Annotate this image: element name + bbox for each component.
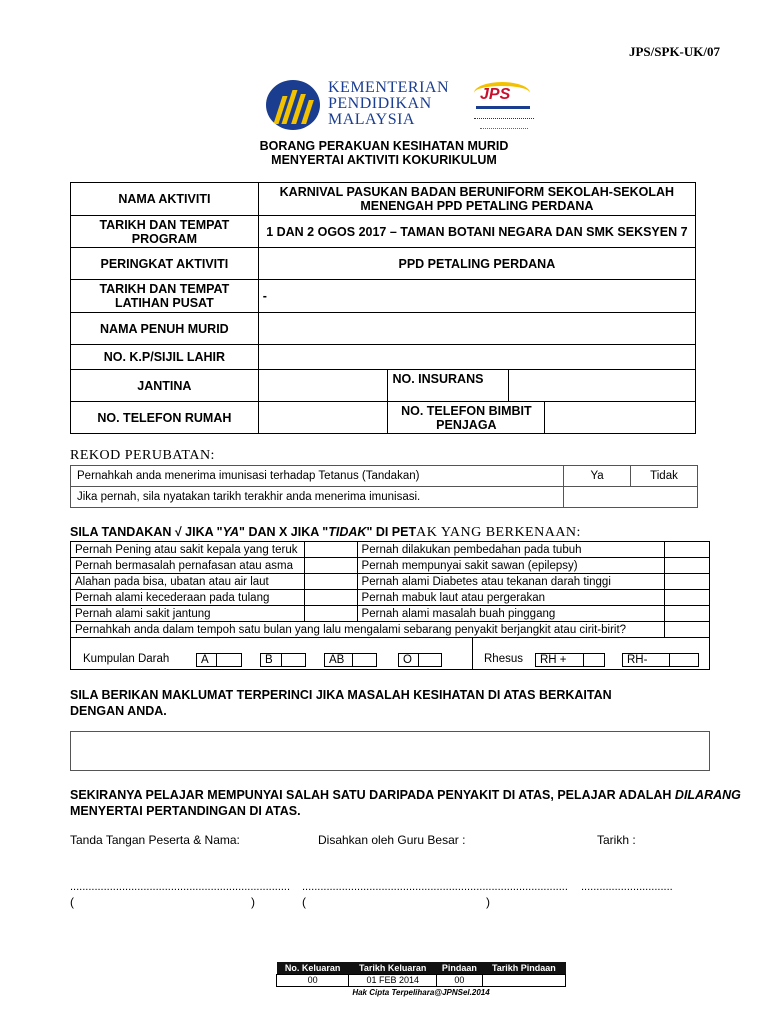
guru-name-open: ( xyxy=(302,895,306,909)
no-kp-field[interactable] xyxy=(258,345,695,370)
disease-item: Pernah mempunyai sakit sawan (epilepsy) xyxy=(357,558,665,574)
instr-part1: SILA TANDAKAN √ JIKA " xyxy=(70,525,223,539)
activity-details-table xyxy=(70,182,696,434)
details-instruction xyxy=(70,687,710,719)
instr-part4: AK YANG BERKENAAN: xyxy=(416,525,581,540)
tarikh-line[interactable]: .............................. xyxy=(581,881,673,893)
disease-checkbox[interactable] xyxy=(304,574,357,590)
tarikh-label: Tarikh : xyxy=(597,833,636,847)
peserta-name-close: ) xyxy=(251,895,255,909)
kpm-line2: PENDIDIKAN xyxy=(328,95,432,112)
infectious-question: Pernahkah anda dalam tempoh satu bulan yang lalu mengalami sebarang penyakit berjangkit atau cirit-birit? xyxy=(71,622,665,638)
peringkat-value: PPD PETALING PERDANA xyxy=(258,248,695,280)
rh-negative-box[interactable]: RH- xyxy=(622,653,699,667)
disease-item: Alahan pada bisa, ubatan atau air laut xyxy=(71,574,305,590)
guru-name-close: ) xyxy=(486,895,490,909)
footer-h1: No. Keluaran xyxy=(277,962,349,974)
blood-group-label: Kumpulan Darah xyxy=(83,653,170,665)
disease-checkbox[interactable] xyxy=(665,542,710,558)
kpm-line3: MALAYSIA xyxy=(328,111,415,128)
form-title-line1: BORANG PERAKUAN KESIHATAN MURID xyxy=(259,139,509,153)
no-insurans-field[interactable] xyxy=(509,370,696,402)
details-instruction-line2: DENGAN ANDA. xyxy=(70,704,167,718)
telefon-rumah-field[interactable] xyxy=(258,402,388,434)
guru-signature-line[interactable]: ....................................................................................... xyxy=(302,881,568,893)
revision-table xyxy=(276,962,566,987)
footer-v2: 01 FEB 2014 xyxy=(349,974,437,986)
disease-checkbox[interactable] xyxy=(304,606,357,622)
kpm-emblem-icon xyxy=(266,80,320,130)
instr-part2: " DAN X JIKA " xyxy=(239,525,329,539)
jps-logo-text: JPS xyxy=(480,86,511,103)
tick-instruction xyxy=(70,525,581,541)
disease-checkbox[interactable] xyxy=(304,590,357,606)
footer-v4 xyxy=(482,974,565,986)
instr-part3: " DI PET xyxy=(366,525,417,539)
footer-v3: 00 xyxy=(437,974,483,986)
tetanus-tidak[interactable]: Tidak xyxy=(631,466,698,487)
peserta-name-open: ( xyxy=(70,895,74,909)
disease-item: Pernah mabuk laut atau pergerakan xyxy=(357,590,665,606)
disease-checkbox[interactable] xyxy=(665,606,710,622)
disease-checkbox[interactable] xyxy=(665,590,710,606)
form-title-line2: MENYERTAI AKTIVITI KOKURIKULUM xyxy=(271,153,497,167)
blood-o-box[interactable]: O xyxy=(398,653,442,667)
form-code: JPS/SPK-UK/07 xyxy=(628,44,720,59)
tarikh-program-label: TARIKH DAN TEMPAT PROGRAM xyxy=(71,216,259,248)
telefon-bimbit-label: NO. TELEFON BIMBIT PENJAGA xyxy=(388,402,545,434)
copyright: Hak Cipta Terpelihara@JPNSel.2014 xyxy=(352,988,490,997)
no-kp-label: NO. K.P/SIJIL LAHIR xyxy=(71,345,259,370)
blood-b-box[interactable]: B xyxy=(260,653,306,667)
jantina-label: JANTINA xyxy=(71,370,259,402)
kpm-logo xyxy=(266,78,466,132)
disease-item: Pernah alami sakit jantung xyxy=(71,606,305,622)
rh-positive-checkbox[interactable] xyxy=(583,653,605,667)
immunisation-table xyxy=(70,465,698,508)
health-details-textarea[interactable] xyxy=(70,731,710,771)
nama-penuh-field[interactable] xyxy=(258,313,695,345)
peringkat-label: PERINGKAT AKTIVITI xyxy=(71,248,259,280)
prohibition-dilarang: DILARANG xyxy=(674,788,741,802)
disease-item: Pernah dilakukan pembedahan pada tubuh xyxy=(357,542,665,558)
prohibition-line2: MENYERTAI PERTANDINGAN DI ATAS. xyxy=(70,804,301,818)
disease-checkbox[interactable] xyxy=(304,542,357,558)
disease-checkbox[interactable] xyxy=(665,574,710,590)
tetanus-date-field[interactable] xyxy=(564,487,698,508)
rekod-perubatan-heading: REKOD PERUBATAN: xyxy=(70,448,215,463)
kpm-line1: KEMENTERIAN xyxy=(328,79,450,96)
tarikh-latihan-label: TARIKH DAN TEMPAT LATIHAN PUSAT xyxy=(71,280,259,313)
blood-group-row xyxy=(70,637,710,670)
no-insurans-label: NO. INSURANS xyxy=(388,370,509,402)
disease-item: Pernah Pening atau sakit kepala yang teruk xyxy=(71,542,305,558)
footer-h4: Tarikh Pindaan xyxy=(482,962,565,974)
tetanus-date-question: Jika pernah, sila nyatakan tarikh terakhir anda menerima imunisasi. xyxy=(71,487,564,508)
disease-item: Pernah alami masalah buah pinggang xyxy=(357,606,665,622)
tarikh-latihan-value[interactable]: - xyxy=(258,280,695,313)
rh-positive-box[interactable]: RH + xyxy=(535,653,605,667)
blood-ab-checkbox[interactable] xyxy=(352,653,377,667)
peserta-signature-label: Tanda Tangan Peserta & Nama: xyxy=(70,833,240,847)
blood-ab-box[interactable]: AB xyxy=(324,653,377,667)
nama-aktiviti-value: KARNIVAL PASUKAN BADAN BERUNIFORM SEKOLAH-SEKOLAH MENENGAH PPD PETALING PERDANA xyxy=(258,183,695,216)
disease-checkbox[interactable] xyxy=(304,558,357,574)
blood-a-box[interactable]: A xyxy=(196,653,242,667)
tetanus-question: Pernahkah anda menerima imunisasi terhadap Tetanus (Tandakan) xyxy=(71,466,564,487)
rh-negative-checkbox[interactable] xyxy=(669,653,699,667)
disease-checkbox[interactable] xyxy=(665,558,710,574)
tetanus-ya[interactable]: Ya xyxy=(564,466,631,487)
instr-ya: YA xyxy=(222,525,240,539)
footer-h2: Tarikh Keluaran xyxy=(349,962,437,974)
telefon-bimbit-field[interactable] xyxy=(545,402,696,434)
details-instruction-line1: SILA BERIKAN MAKLUMAT TERPERINCI JIKA MASALAH KESIHATAN DI ATAS BERKAITAN xyxy=(70,688,612,702)
footer-h3: Pindaan xyxy=(437,962,483,974)
nama-penuh-label: NAMA PENUH MURID xyxy=(71,313,259,345)
peserta-signature-line[interactable]: ........................................................................ xyxy=(70,881,291,893)
rhesus-label: Rhesus xyxy=(484,653,523,665)
blood-o-checkbox[interactable] xyxy=(418,653,442,667)
disease-item: Pernah alami kecederaan pada tulang xyxy=(71,590,305,606)
blood-divider xyxy=(472,637,473,669)
infectious-checkbox[interactable] xyxy=(665,622,710,638)
tarikh-program-value: 1 DAN 2 OGOS 2017 – TAMAN BOTANI NEGARA DAN SMK SEKSYEN 7 xyxy=(258,216,695,248)
footer-v1: 00 xyxy=(277,974,349,986)
disease-item: Pernah bermasalah pernafasan atau asma xyxy=(71,558,305,574)
jantina-field[interactable] xyxy=(258,370,388,402)
nama-aktiviti-label: NAMA AKTIVITI xyxy=(71,183,259,216)
instr-tidak: TIDAK xyxy=(328,525,367,539)
prohibition-notice xyxy=(70,787,750,819)
blood-a-checkbox[interactable] xyxy=(216,653,242,667)
guru-besar-label: Disahkan oleh Guru Besar : xyxy=(318,833,466,847)
disease-item: Pernah alami Diabetes atau tekanan darah tinggi xyxy=(357,574,665,590)
prohibition-line1: SEKIRANYA PELAJAR MEMPUNYAI SALAH SATU DARIPADA PENYAKIT DI ATAS, PELAJAR ADALAH xyxy=(70,788,675,802)
disease-checklist xyxy=(70,541,710,638)
jps-logo xyxy=(470,76,566,136)
blood-b-checkbox[interactable] xyxy=(281,653,306,667)
telefon-rumah-label: NO. TELEFON RUMAH xyxy=(71,402,259,434)
